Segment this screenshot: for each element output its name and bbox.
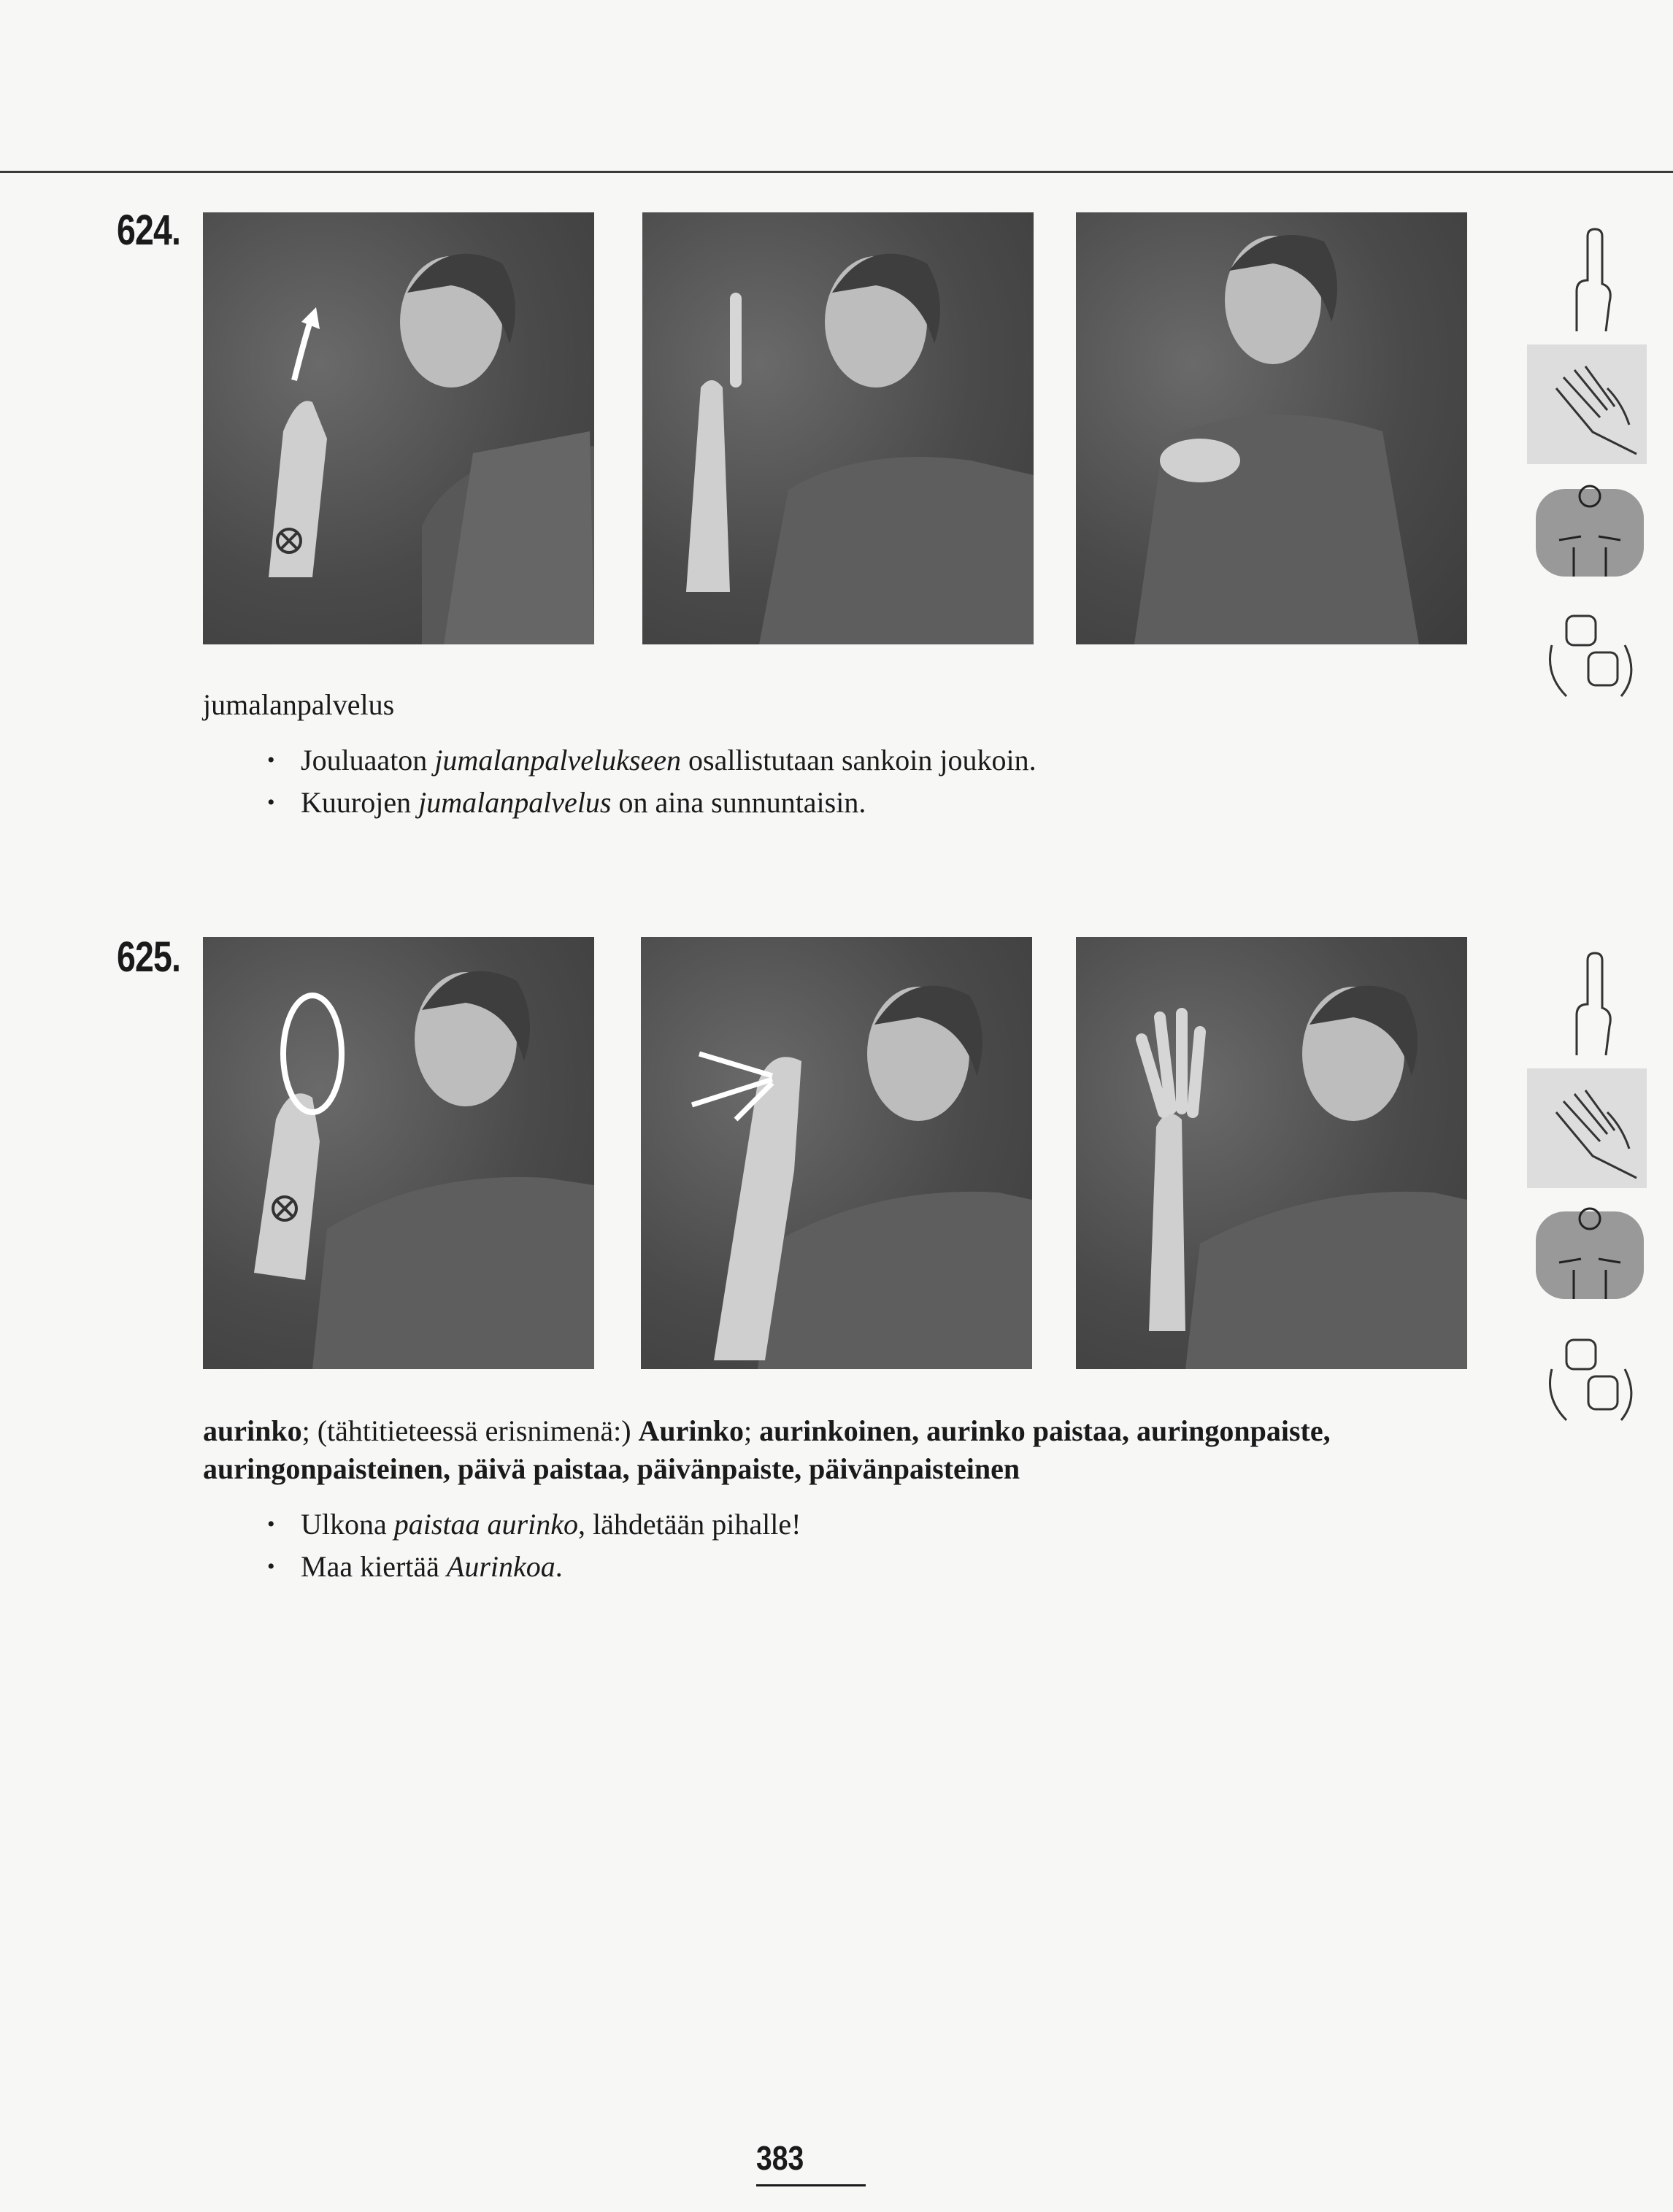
entry-number: 624.	[117, 207, 181, 254]
index-handshape-icon	[1533, 946, 1653, 1065]
entry-number: 625.	[117, 933, 181, 981]
page-number: 383	[756, 2139, 804, 2177]
open-hand-icon	[1527, 1068, 1647, 1188]
sign-photo-2	[642, 212, 1034, 644]
headword: aurinko; (tähtitieteessä erisnimenä:) Aurinko; aurinkoinen, aurinko paistaa, auringonpaiste, auringonpaisteinen, päivä paistaa, päivänpaiste, päivänpaisteinen	[203, 1414, 1331, 1485]
open-hand-icon	[1527, 344, 1647, 464]
signing-space-icon	[1530, 474, 1650, 594]
sign-photo-1	[203, 937, 594, 1369]
top-rule	[0, 171, 1673, 173]
sign-photo-3	[1076, 937, 1467, 1369]
index-handshape-icon	[1533, 222, 1653, 342]
rotation-movement-icon	[1530, 594, 1650, 714]
headword: jumalanpalvelus	[203, 688, 395, 721]
example-sentence: • Jouluaaton jumalanpalvelukseen osallistutaan sankoin joukoin.	[267, 739, 1037, 782]
rotation-movement-icon	[1530, 1318, 1650, 1438]
example-sentence: • Kuurojen jumalanpalvelus on aina sunnuntaisin.	[267, 782, 1037, 824]
example-sentence: • Maa kiertää Aurinkoa.	[267, 1546, 801, 1588]
page-number-underline	[756, 2184, 866, 2186]
example-list	[267, 1503, 801, 1588]
example-sentence: • Ulkona paistaa aurinko, lähdetään pihalle!	[267, 1503, 801, 1546]
example-list	[267, 739, 1037, 824]
sign-photo-1	[203, 212, 594, 644]
sign-photo-2	[641, 937, 1032, 1369]
signing-space-icon	[1530, 1197, 1650, 1317]
sign-photo-3	[1076, 212, 1467, 644]
